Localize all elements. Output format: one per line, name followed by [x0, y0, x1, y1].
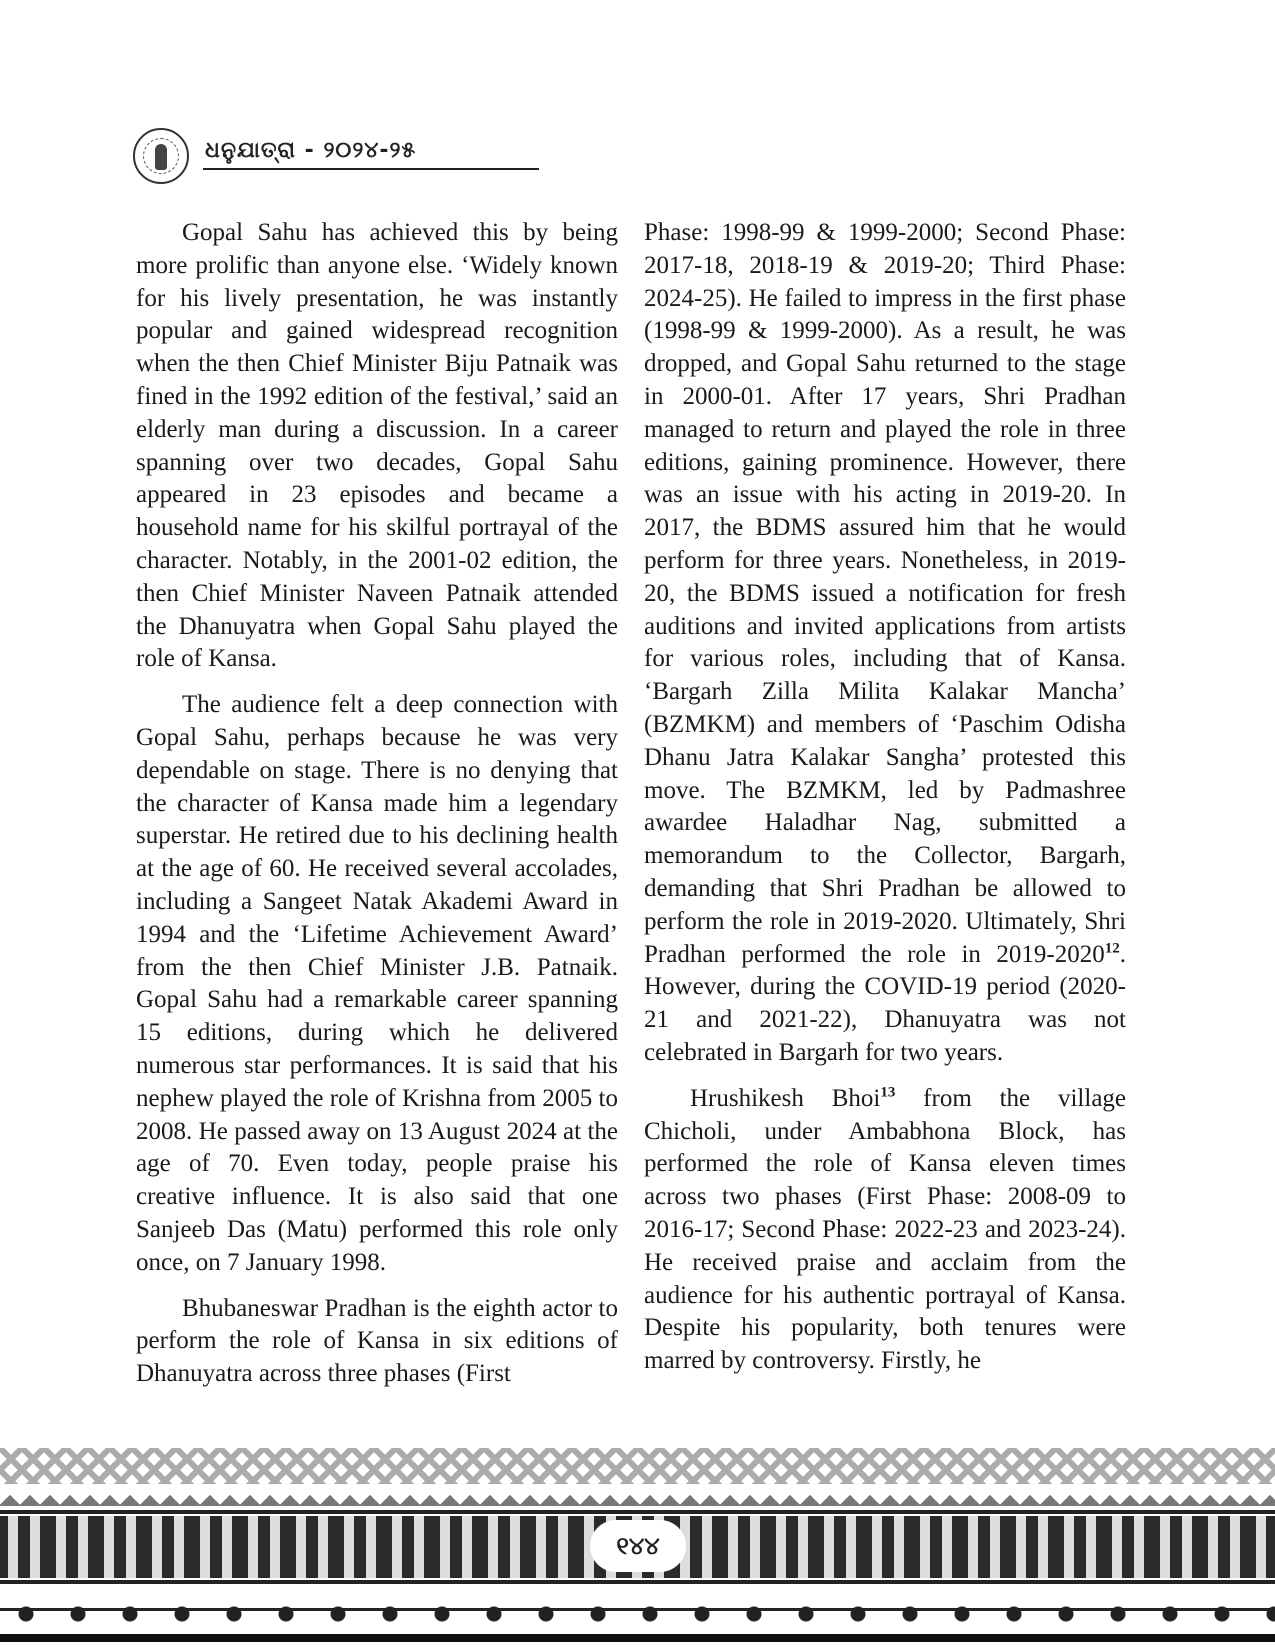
- paragraph: [644, 217, 1126, 1070]
- footnote-marker: 12: [1104, 940, 1120, 957]
- triangle-pattern-border: [0, 1484, 1275, 1506]
- bottom-bar: [0, 1634, 1275, 1642]
- paragraph: The audience felt a deep connection with Gopal Sahu, perhaps because he was very dependable on stage. There is no denying that the character of Kansa made him a legendary superstar. He retired due to his declining health at the age of 60. He received several accolades, including a Sangeet Natak Akademi Award in 1994 and the ‘Lifetime Achievement Award’ from the then Chief Minister J.B. Patnaik. Gopal Sahu had a remarkable career spanning 15 editions, during which he delivered numerous star performances. It is said that his nephew played the role of Krishna from 2005 to 2008. He passed away on 13 August 2024 at the age of 70. Even today, people praise his creative influence. It is also said that one Sanjeeb Das (Matu) performed this role only once, on 7 January 1998.: [136, 691, 618, 1276]
- paragraph-text: . However, during the COVID-19 period (2020-21 and 2021-22), Dhanuyatra was not celebrated in Bargarh for two years.: [644, 940, 1126, 1066]
- running-header-title: ଧନୁଯାତ୍ରା - ୨୦୨୪-୨୫: [205, 138, 417, 163]
- header-underline: [203, 168, 539, 170]
- paragraph-text: Hrushikesh Bhoi: [690, 1084, 881, 1112]
- seal-figure: [155, 144, 167, 170]
- left-column: [136, 217, 618, 1404]
- page-number: ୧୪୪: [590, 1520, 686, 1572]
- band-rule-bottom: [0, 1580, 1275, 1584]
- right-column: [644, 217, 1126, 1391]
- scroll-rule: [0, 1608, 1275, 1611]
- emblem-seal-icon: [133, 128, 189, 184]
- paragraph-text: Phase: 1998-99 & 1999-2000; Second Phase: 2017-18, 2018-19 & 2019-20; Third Phase: 2024-25). He failed to impress in the first phase (1998-99 & 1999-2000). As a result, he was dropped, and Gopal Sahu returned to the stage in 2000-01. After 17 years, Shri Pradhan managed to return and played the role in three editions, gaining prominence. However, there was an issue with his acting in 2019-20. In 2017, the BDMS assured him that he would perform for three years. Nonetheless, in 2019-20, the BDMS issued a notification for fresh auditions and invited applications from artists for various roles, including that of Kansa. ‘Bargarh Zilla Milita Kalakar Mancha’ (BZMKM) and members of ‘Paschim Odisha Dhanu Jatra Kalakar Sangha’ protested this move. The BZMKM, led by Padmashree awardee Haladhar Nag, submitted a memorandum to the Collector, Bargarh, demanding that Shri Pradhan be allowed to perform the role in 2019-2020. Ultimately, Shri Pradhan performed the role in 2019-2020: [644, 219, 1126, 968]
- paragraph: Bhubaneswar Pradhan is the eighth actor to perform the role of Kansa in six editions of Dhanuyatra across three phases (First: [136, 1294, 618, 1388]
- paragraph: Gopal Sahu has achieved this by being more prolific than anyone else. ‘Widely known for his lively presentation, he was instantly popular and gained widespread recognition when the then Chief Minister Biju Patnaik was fined in the 1992 edition of the festival,’ said an elderly man during a discussion. In a career spanning over two decades, Gopal Sahu appeared in 23 episodes and became a household name for his skilful portrayal of the character. Notably, in the 2001-02 edition, the then Chief Minister Naveen Patnaik attended the Dhanuyatra when Gopal Sahu played the role of Kansa.: [136, 219, 618, 673]
- paragraph-text: from the village Chicholi, under Ambabhona Block, has performed the role of Kansa eleven times across two phases (First Phase: 2008-09 to 2016-17; Second Phase: 2022-23 and 2023-24). He received praise and acclaim from the audience for his authentic portrayal of Kansa. Despite his popularity, both tenures were marred by controversy. Firstly, he: [644, 1084, 1127, 1375]
- footnote-marker: 13: [880, 1084, 896, 1101]
- band-rule-top: [0, 1510, 1275, 1514]
- footer-ornament: [0, 1440, 1275, 1650]
- paragraph: [644, 1083, 1126, 1378]
